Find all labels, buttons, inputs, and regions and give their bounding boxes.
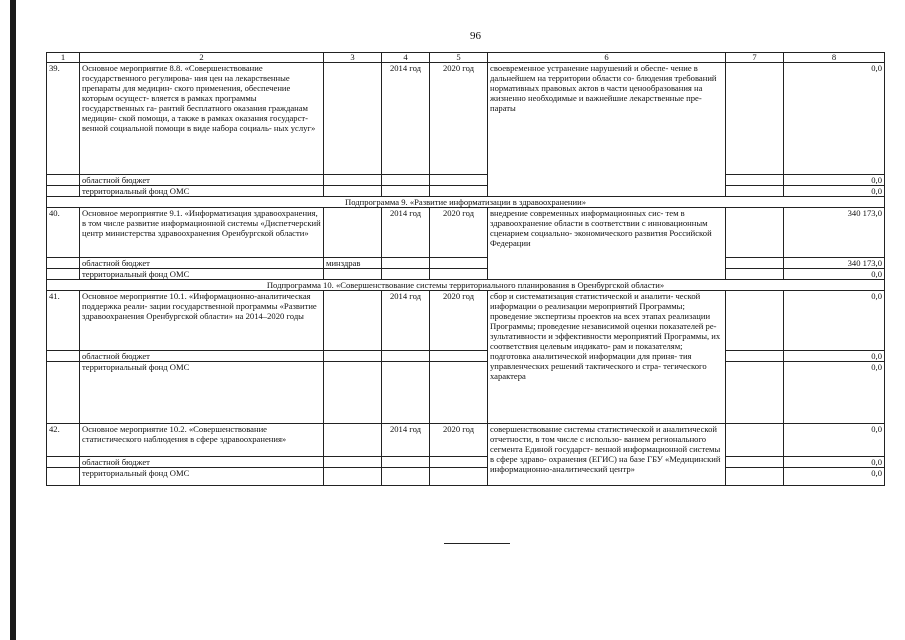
- end-year: 2020 год: [430, 291, 488, 351]
- funding-source: территориальный фонд ОМС: [80, 186, 324, 197]
- total-value: 340 173,0: [784, 208, 885, 258]
- end-year: 2020 год: [430, 63, 488, 175]
- start-year: 2014 год: [382, 424, 430, 457]
- row-number: 42.: [47, 424, 80, 457]
- measure-title: Основное мероприятие 8.8. «Совершенствование государственного регулирова- ния цен на лекарственные препараты для медицин- ского применения, обеспечение которым осущест- вляется в рамках программы государственных га- рантий бесплатного оказания гражданам медицин- ской помощи, а также в рамках оказания государст- венной социальной помощи в виде набора социаль- ных услуг»: [80, 63, 324, 175]
- program-table: [46, 52, 885, 486]
- total-value: 0,0: [784, 424, 885, 457]
- funding-source: территориальный фонд ОМС: [80, 362, 324, 424]
- source-value: 0,0: [784, 269, 885, 280]
- row-number: 41.: [47, 291, 80, 351]
- table-row: [47, 258, 885, 269]
- extra-cell: [726, 208, 784, 258]
- measure-title: Основное мероприятие 9.1. «Информатизация здравоохранения, в том числе развитие информационной системы «Диспетчерский центр министерства здравоохранения Оренбургской области»: [80, 208, 324, 258]
- header-cell: 8: [784, 53, 885, 63]
- source-value: 0,0: [784, 362, 885, 424]
- funding-source: территориальный фонд ОМС: [80, 468, 324, 486]
- table-row: [47, 351, 885, 362]
- source-value: 0,0: [784, 186, 885, 197]
- table-row: [47, 186, 885, 197]
- expected-result: внедрение современных информационных сис- тем в здравоохранение области в соответствии с инновационным сценарием социально- экономического развития Российской Федерации: [488, 208, 726, 280]
- table-header-row: [47, 53, 885, 63]
- header-cell: 6: [488, 53, 726, 63]
- funding-source: областной бюджет: [80, 175, 324, 186]
- source-value: 0,0: [784, 457, 885, 468]
- table-row: [47, 269, 885, 280]
- table-row: [47, 424, 885, 457]
- expected-result: совершенствование системы статистической и аналитической отчетности, в том числе с использо- ванием регионального сегмента Единой государст- венной информационной системы в сфере здраво- охранения (ЕГИС) на базе ГБУ «Медицинский информационно-аналитический центр»: [488, 424, 726, 486]
- end-year: 2020 год: [430, 208, 488, 258]
- end-year: 2020 год: [430, 424, 488, 457]
- table-row: [47, 175, 885, 186]
- table-row: [47, 468, 885, 486]
- funding-source: областной бюджет: [80, 258, 324, 269]
- total-value: 0,0: [784, 291, 885, 351]
- funding-source: территориальный фонд ОМС: [80, 269, 324, 280]
- source-value: 0,0: [784, 175, 885, 186]
- source-value: 0,0: [784, 468, 885, 486]
- start-year: 2014 год: [382, 291, 430, 351]
- measure-title: Основное мероприятие 10.1. «Информационно-аналитическая поддержка реали- зации государственной программы «Развитие здравоохранения Оренбургской области» на 2014–2020 годы: [80, 291, 324, 351]
- source-value: 340 173,0: [784, 258, 885, 269]
- table-row: [47, 208, 885, 258]
- header-cell: 4: [382, 53, 430, 63]
- subprogram-row: [47, 280, 885, 291]
- extra-cell: [726, 424, 784, 457]
- measure-title: Основное мероприятие 10.2. «Совершенствование статистического наблюдения в сфере здравоохранения»: [80, 424, 324, 457]
- header-cell: 2: [80, 53, 324, 63]
- source-value: 0,0: [784, 351, 885, 362]
- table-row: [47, 362, 885, 424]
- header-cell: 5: [430, 53, 488, 63]
- extra-cell: [726, 63, 784, 175]
- header-cell: 7: [726, 53, 784, 63]
- start-year: 2014 год: [382, 208, 430, 258]
- extra-cell: [726, 291, 784, 351]
- expected-result: сбор и систематизация статистической и аналити- ческой информации о реализации мероприятий Программы; проведение экспертизы проектов на всех этапах реализации Программы; проведение независимой оценки показателей ре- зультативности и эффективности мероприятий Программы, их соответствия целевым индикато- рам и показателям; подготовка аналитической информации для приня- тия управленческих решений тактического и стра- тегического характера: [488, 291, 726, 424]
- table-row: [47, 63, 885, 175]
- funding-source: областной бюджет: [80, 457, 324, 468]
- table-row: [47, 457, 885, 468]
- total-value: 0,0: [784, 63, 885, 175]
- expected-result: своевременное устранение нарушений и обеспе- чение в дальнейшем на территории области со- блюдения требований нормативных правовых актов в части ценообразования на жизненно необходимые и важнейшие лекарственные пре- параты: [488, 63, 726, 197]
- table-row: [47, 291, 885, 351]
- header-cell: 3: [324, 53, 382, 63]
- executor-cell: [324, 208, 382, 258]
- subprogram-title: Подпрограмма 10. «Совершенствование системы территориального планирования в Оренбургской области»: [47, 280, 885, 291]
- page-edge-bar: [10, 0, 16, 640]
- page-number: 96: [470, 30, 481, 42]
- header-cell: 1: [47, 53, 80, 63]
- executor-cell: [324, 291, 382, 351]
- subprogram-row: [47, 197, 885, 208]
- row-number: 39.: [47, 63, 80, 175]
- row-number: 40.: [47, 208, 80, 258]
- executor-cell: [324, 424, 382, 457]
- executor-cell: [324, 63, 382, 175]
- funding-source: областной бюджет: [80, 351, 324, 362]
- subprogram-title: Подпрограмма 9. «Развитие информатизации в здравоохранении»: [47, 197, 885, 208]
- executor-name: минздрав: [324, 258, 382, 269]
- start-year: 2014 год: [382, 63, 430, 175]
- footer-rule: [444, 543, 510, 544]
